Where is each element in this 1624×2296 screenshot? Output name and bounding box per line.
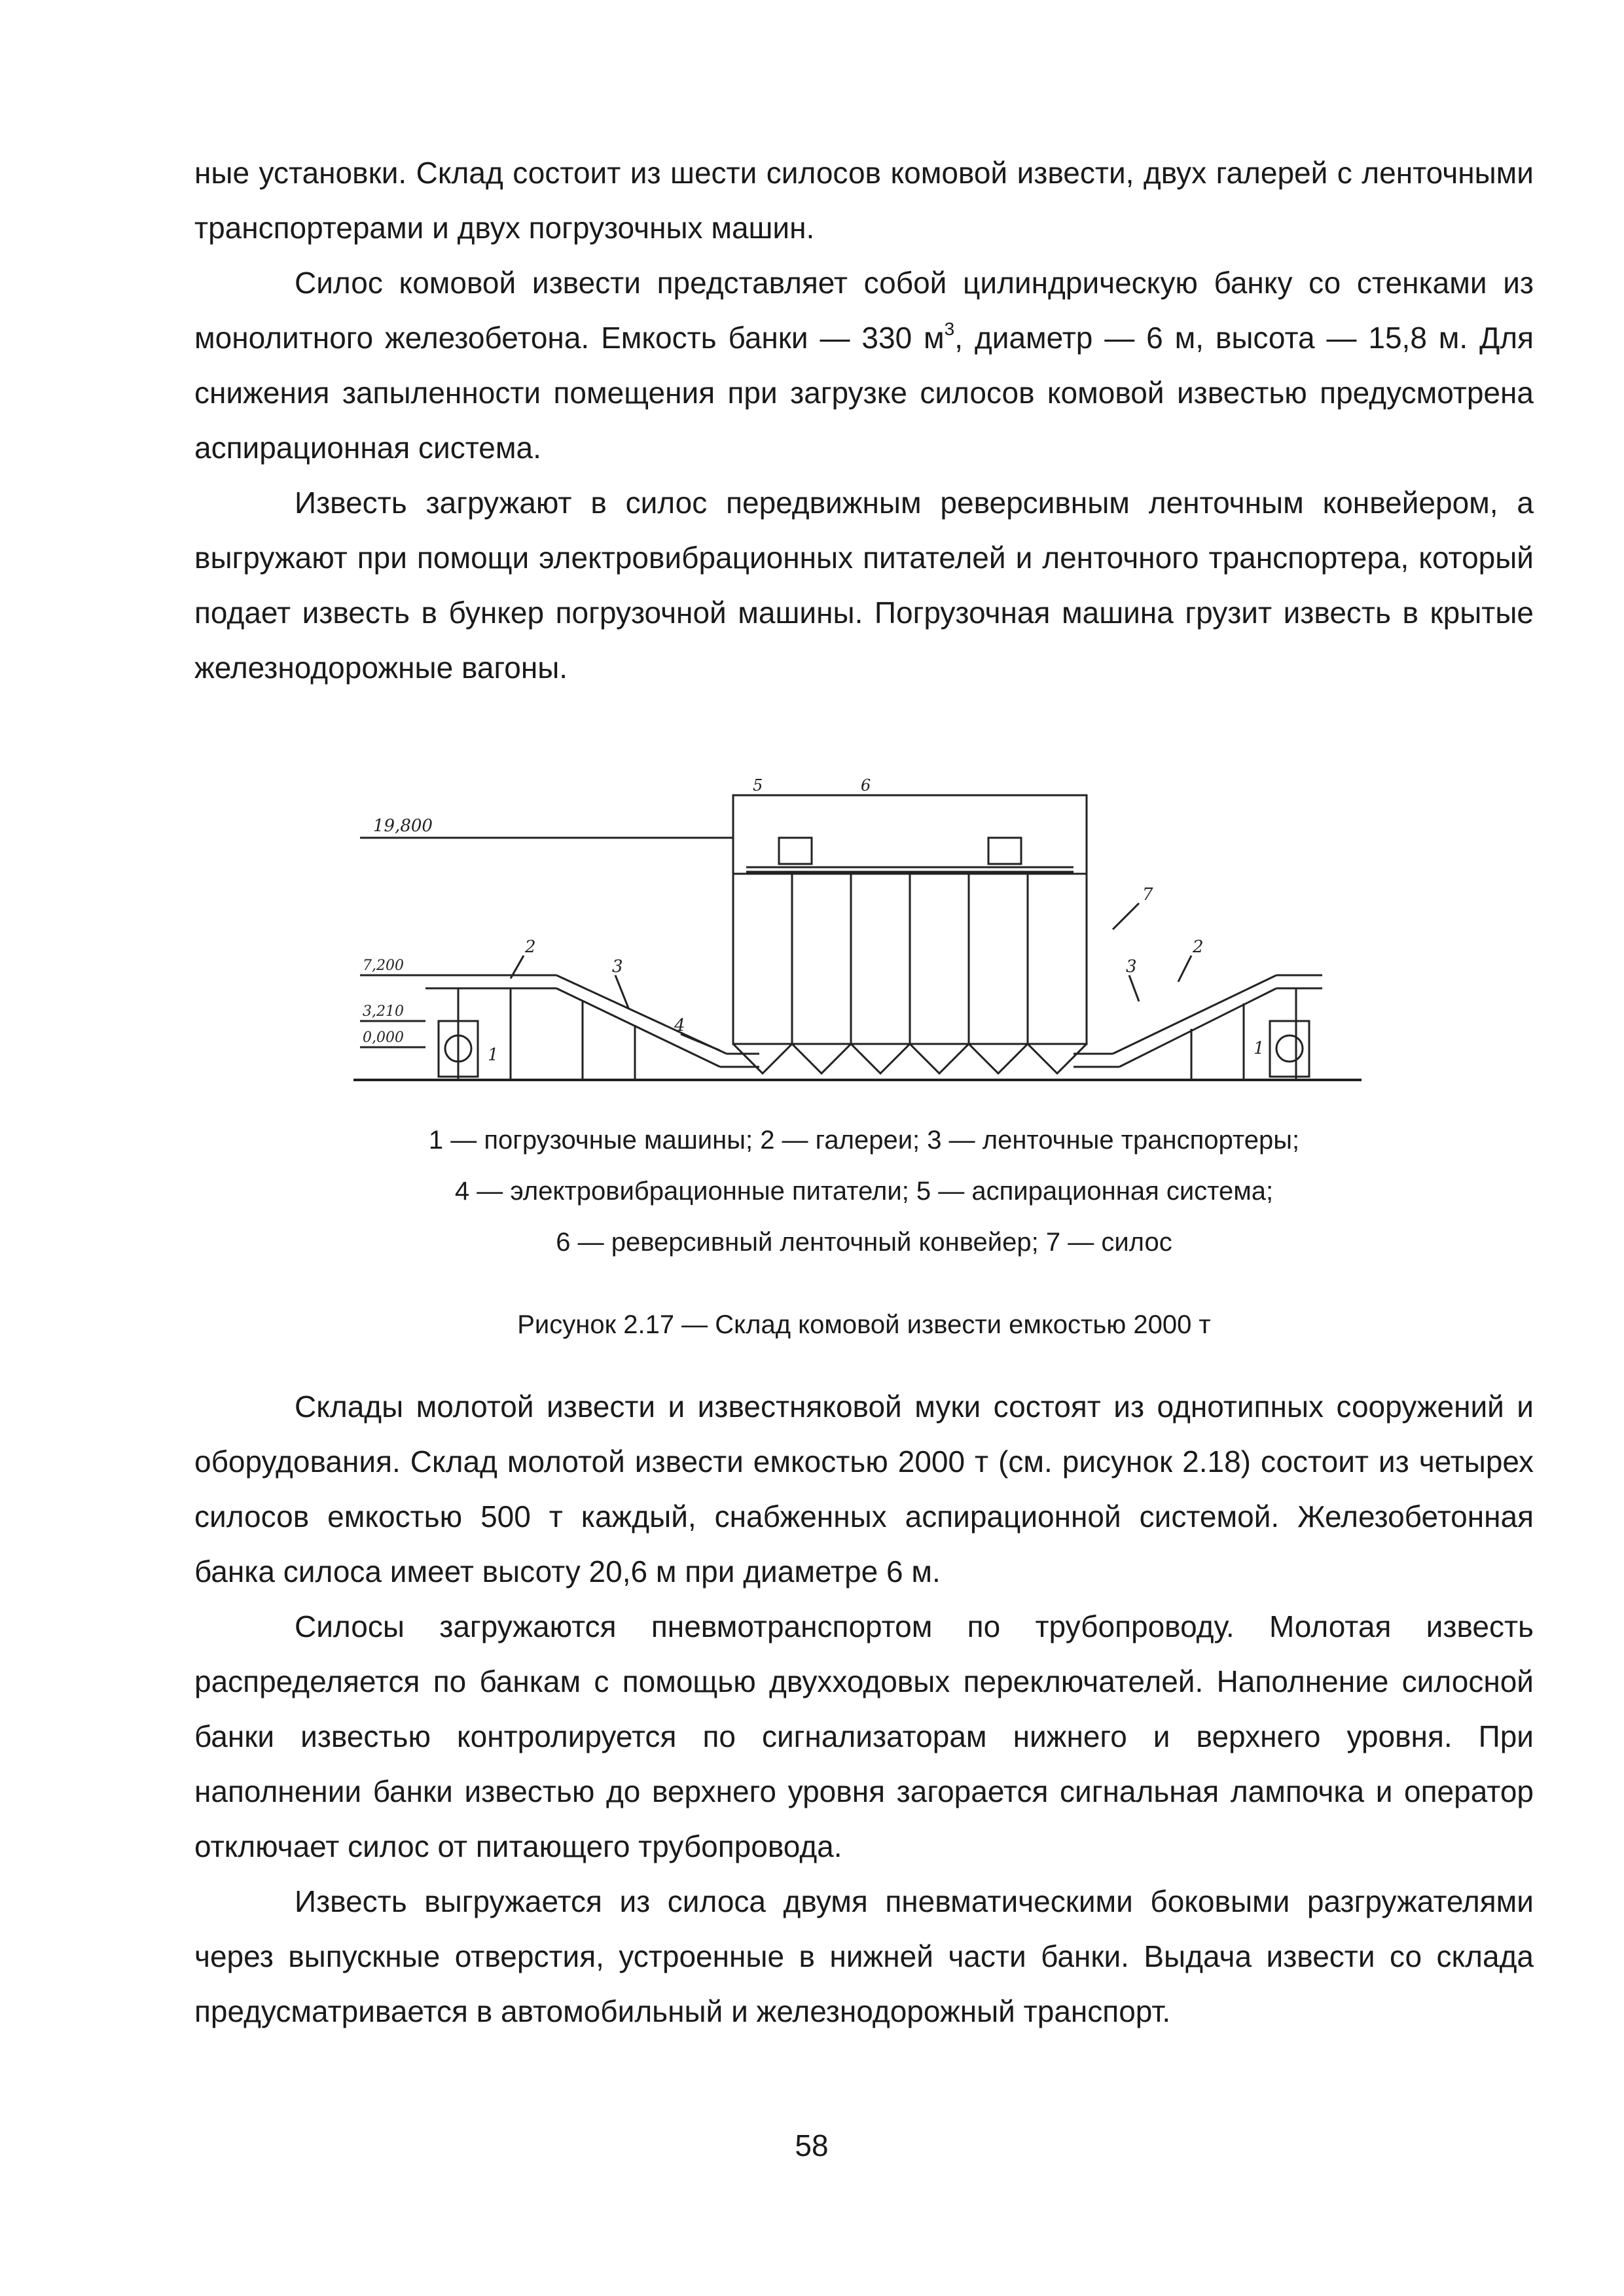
paragraph-2-text-b: , диаметр — 6 м, высота — 15,8 м. Для снижения запыленности помещения при загрузке силосов комовой известью предусмотрена аспирационная система. xyxy=(194,321,1534,465)
callout-4: 4 xyxy=(674,1016,685,1035)
aspiration-unit-right xyxy=(988,838,1021,864)
paragraph-1 xyxy=(194,145,1534,255)
paragraph-6 xyxy=(194,1874,1534,2039)
callout-3-right: 3 xyxy=(1126,957,1137,977)
callout-3-left: 3 xyxy=(612,957,623,977)
callout-5: 5 xyxy=(753,776,763,795)
page-number: 58 xyxy=(795,2128,829,2162)
paragraph-1-text: ные установки. Склад состоит из шести силосов комовой извести, двух галерей с ленточными транспортерами и двух погрузочных машин. xyxy=(194,156,1534,245)
figure-lime-storage-drawing xyxy=(353,759,1362,1093)
callout-6: 6 xyxy=(861,776,871,795)
callout-7: 7 xyxy=(1142,885,1153,905)
paragraph-2 xyxy=(194,255,1534,475)
paragraph-5-text: Силосы загружаются пневмотранспортом по трубопроводу. Молотая известь распределяется по банкам с помощью двухходовых переключателей. Наполнение силосной банки известью контролируется по сигнализаторам нижнего и верхнего уровня. При наполнении банки известью до верхнего уровня загорается сигнальная лампочка и оператор отключает силос от питающего трубопровода. xyxy=(194,1609,1534,1863)
legend-line-1: 1 — погрузочные машины; 2 — галереи; 3 — ленточные транспортеры; xyxy=(428,1126,1300,1155)
legend-line-3: 6 — реверсивный ленточный конвейер; 7 — силос xyxy=(556,1228,1172,1257)
callout-2-right: 2 xyxy=(1193,937,1204,957)
callout-1-right: 1 xyxy=(1254,1039,1265,1058)
paragraph-5 xyxy=(194,1599,1534,1874)
paragraph-4-text: Склады молотой извести и известняковой муки состоят из однотипных сооружений и оборудования. Склад молотой извести емкостью 2000 т (см. рисунок 2.18) состоит из четырех силосов емкостью 500 т каждый, снабженных аспирационной системой. Железобетонная банка силоса имеет высоту 20,6 м при диаметре 6 м. xyxy=(194,1390,1534,1588)
elevation-3210: 3,210 xyxy=(363,1003,404,1020)
technical-drawing xyxy=(353,759,1362,1093)
callout-2-left: 2 xyxy=(525,937,536,957)
paragraph-6-text: Известь выгружается из силоса двумя пневматическими боковыми разгружателями через выпускные отверстия, устроенные в нижней части банки. Выдача извести со склада предусматривается в автомобильный и железнодорожный транспорт. xyxy=(194,1884,1534,2028)
paragraph-2-text-a: Силос комовой извести представляет собой цилиндрическую банку со стенками из монолитного железобетона. Емкость банки — 330 м xyxy=(194,266,1534,355)
legend-line-2: 4 — электровибрационные питатели; 5 — аспирационная система; xyxy=(454,1177,1274,1206)
callout-1-left: 1 xyxy=(488,1045,499,1065)
figure-title: Рисунок 2.17 — Склад комовой извести емкостью 2000 т xyxy=(517,1310,1211,1339)
elevation-7200: 7,200 xyxy=(363,958,404,974)
superscript-cubic: 3 xyxy=(944,319,955,339)
paragraph-3-text: Известь загружают в силос передвижным реверсивным ленточным конвейером, а выгружают при помощи электровибрационных питателей и ленточного транспортера, который подает известь в бункер погрузочной машины. Погрузочная машина грузит известь в крытые железнодорожные вагоны. xyxy=(194,486,1534,685)
elevation-0000: 0,000 xyxy=(363,1030,404,1046)
paragraph-3 xyxy=(194,475,1534,695)
aspiration-unit-left xyxy=(779,838,812,864)
elevation-19800: 19,800 xyxy=(373,816,433,836)
paragraph-4 xyxy=(194,1379,1534,1599)
upper-enclosure xyxy=(733,795,1087,874)
